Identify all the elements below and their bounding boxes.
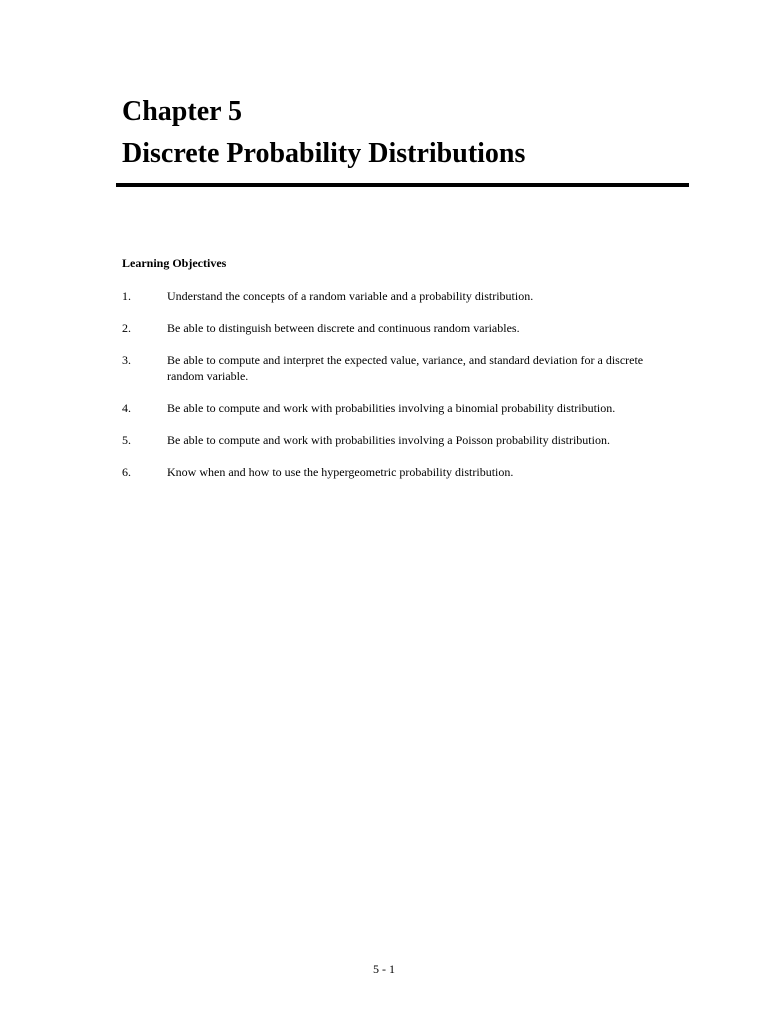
chapter-number: Chapter 5 bbox=[122, 96, 243, 127]
objective-item bbox=[122, 400, 682, 416]
objective-number: 2. bbox=[122, 321, 131, 335]
chapter-title: Discrete Probability Distributions bbox=[122, 138, 526, 169]
objective-item bbox=[122, 352, 682, 384]
page-number: 5 - 1 bbox=[373, 962, 395, 976]
objective-text: Be able to compute and interpret the expected value, variance, and standard deviation for a discrete random variable. bbox=[167, 353, 644, 383]
title-divider bbox=[116, 183, 689, 187]
objective-text: Be able to compute and work with probabilities involving a Poisson probability distribution. bbox=[167, 433, 610, 447]
objective-number: 1. bbox=[122, 289, 131, 303]
learning-objectives-list bbox=[122, 288, 682, 480]
objective-number: 5. bbox=[122, 433, 131, 447]
objective-text: Know when and how to use the hypergeometric probability distribution. bbox=[167, 465, 514, 479]
objective-text: Be able to compute and work with probabilities involving a binomial probability distribution. bbox=[167, 401, 616, 415]
objective-item bbox=[122, 464, 682, 480]
objective-item bbox=[122, 432, 682, 448]
objective-number: 3. bbox=[122, 353, 131, 367]
objective-text: Be able to distinguish between discrete and continuous random variables. bbox=[167, 321, 520, 335]
objective-item bbox=[122, 288, 682, 304]
objective-number: 6. bbox=[122, 465, 131, 479]
learning-objectives-heading: Learning Objectives bbox=[122, 256, 227, 270]
objective-number: 4. bbox=[122, 401, 131, 415]
objective-item bbox=[122, 320, 682, 336]
objective-text: Understand the concepts of a random variable and a probability distribution. bbox=[167, 289, 534, 303]
